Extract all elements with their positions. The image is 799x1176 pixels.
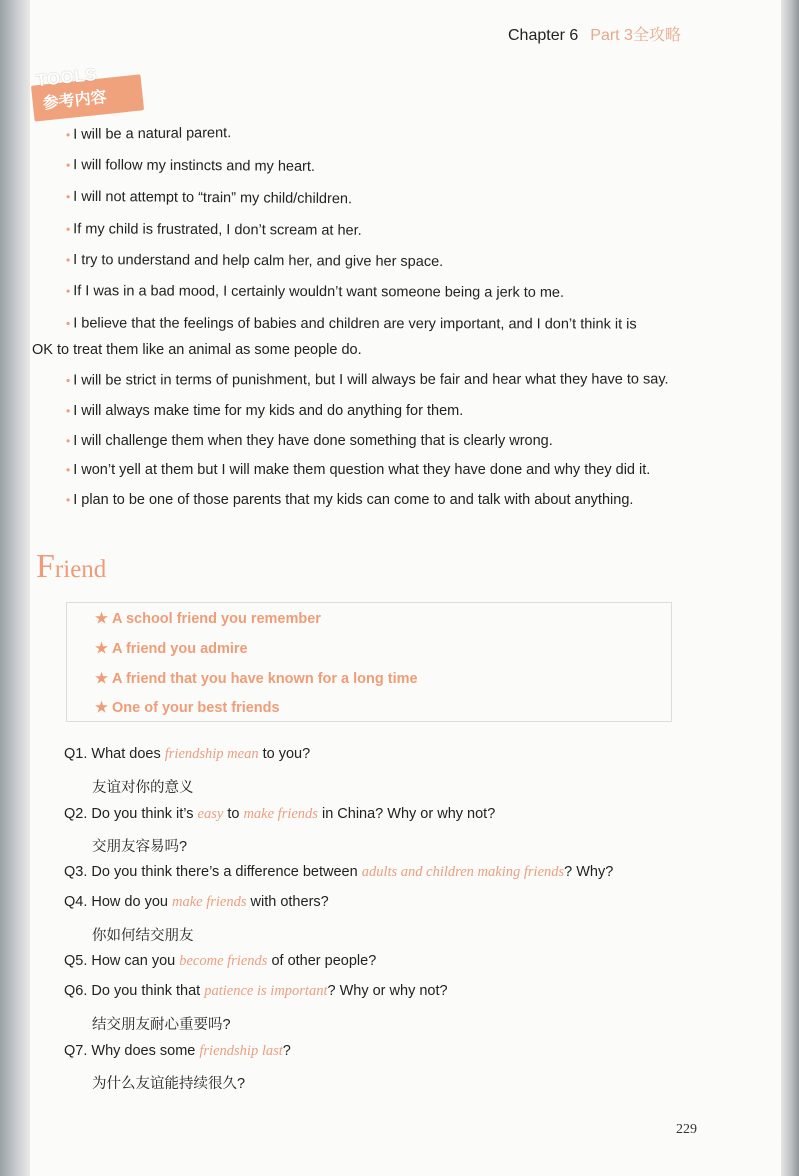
question-q1-translation: 友谊对你的意义 [92, 780, 194, 796]
question-q2-translation: 交朋友容易吗? [92, 839, 188, 855]
question-q3: Q3. Do you think there’s a difference between adults and children making friends? Why? [64, 864, 614, 880]
question-q7-translation: 为什么友谊能持续很久? [92, 1076, 246, 1092]
tools-badge-chinese: 参考内容 [42, 89, 108, 113]
book-page [30, 0, 781, 1176]
list-item: • If my child is frustrated, I don’t scream at her. [65, 221, 362, 239]
tools-badge [30, 62, 145, 123]
topic-item: ★ One of your best friends [95, 700, 280, 716]
book-spine-shadow [0, 0, 30, 1176]
question-q4: Q4. How do you make friends with others? [64, 894, 329, 910]
topic-item: ★ A friend that you have known for a long time [95, 671, 418, 687]
topic-item: ★ A friend you admire [95, 641, 248, 657]
section-title-initial: F [36, 548, 55, 585]
question-q7: Q7. Why does some friendship last? [64, 1043, 291, 1059]
list-item: • I won’t yell at them but I will make them question what they have done and why they did it. [66, 462, 651, 478]
star-icon: ★ [95, 611, 108, 627]
list-item-continuation: OK to treat them like an animal as some people do. [32, 342, 362, 358]
list-item: • I plan to be one of those parents that my kids can come to and talk with about anything. [66, 492, 634, 508]
list-item: • I will always make time for my kids and do anything for them. [66, 403, 464, 419]
list-item: • I will be strict in terms of punishment, but I will always be fair and hear what they have to say. [65, 371, 669, 389]
topic-item: ★ A school friend you remember [95, 611, 321, 627]
question-q2: Q2. Do you think it’s easy to make friends in China? Why or why not? [64, 806, 496, 822]
star-icon: ★ [95, 671, 108, 687]
list-item: • I will not attempt to “train” my child/children. [65, 188, 353, 208]
star-icon: ★ [95, 700, 108, 716]
question-q6-translation: 结交朋友耐心重要吗? [92, 1017, 231, 1033]
running-header [508, 22, 681, 45]
part-label: Part 3全攻略 [590, 27, 681, 44]
page-number: 229 [676, 1122, 697, 1137]
list-item: • I will follow my instincts and my heart. [65, 157, 316, 175]
list-item: • I believe that the feelings of babies and children are very important, and I don’t think it is [65, 315, 637, 333]
question-q4-translation: 你如何结交朋友 [92, 928, 194, 944]
tools-badge-english: TOOLS [35, 64, 98, 91]
question-q5: Q5. How can you become friends of other people? [64, 953, 377, 969]
list-item: • If I was in a bad mood, I certainly wouldn’t want someone being a jerk to me. [65, 283, 565, 301]
question-q1: Q1. What does friendship mean to you? [64, 746, 311, 762]
list-item: • I will be a natural parent. [65, 125, 232, 143]
question-q6: Q6. Do you think that patience is important? Why or why not? [64, 983, 448, 999]
star-icon: ★ [95, 641, 108, 657]
topic-box [66, 602, 672, 722]
chapter-label: Chapter 6 [508, 27, 579, 44]
section-title-rest: riend [54, 556, 107, 583]
list-item: • I will challenge them when they have done something that is clearly wrong. [66, 433, 553, 449]
list-item: • I try to understand and help calm her, and give her space. [65, 252, 444, 270]
page-edge-stack [781, 0, 799, 1176]
section-title [36, 548, 106, 586]
